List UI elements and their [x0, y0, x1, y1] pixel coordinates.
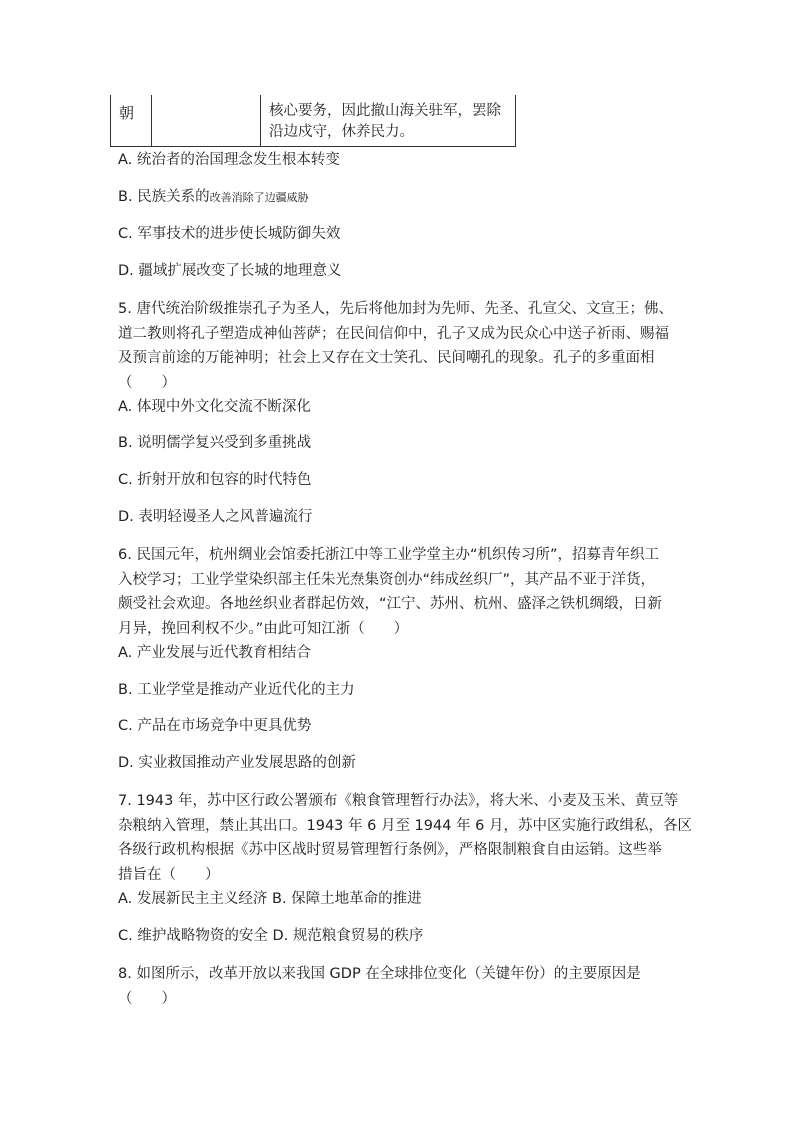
q6-stem-line: 入校学习；工业学堂染织部主任朱光焘集资创办“纬成丝织厂”，其产品不亚于洋货，: [118, 571, 656, 588]
q5-stem-line: 5. 唐代统治阶级推崇孔子为圣人，先后将他加封为先师、先圣、孔宣父、文宣王；佛、: [118, 301, 673, 317]
table-cell-empty: [152, 95, 261, 146]
q7-stem-line: 措旨在（ ）: [118, 866, 220, 883]
q5-option-b: B. 说明儒学复兴受到多重挑战: [118, 435, 312, 451]
q4-option-b: [118, 187, 309, 208]
q4-option-b-small: 改善消除了边疆威胁: [209, 191, 309, 204]
table-cell-text: 朝: [119, 104, 135, 122]
table-fragment: [110, 95, 516, 147]
q7-stem-line: 各级行政机构根据《苏中区战时贸易管理暂行条例》，严格限制粮食自由运销。这些举: [118, 842, 662, 858]
q8-stem: [118, 962, 683, 1011]
q4-option-b-main: B. 民族关系的: [118, 189, 210, 205]
q6-stem-line: 月异，挽回利权不少。”由此可知江浙（ ）: [118, 620, 409, 637]
q8-stem-line: 8. 如图所示，改革开放以来我国 GDP 在全球排位变化（关键年份）的主要原因是: [118, 966, 641, 982]
q5-option-a: A. 体现中外文化交流不断深化: [118, 399, 311, 415]
q4-option-a: A. 统治者的治国理念发生根本转变: [118, 152, 340, 168]
q7-stem: [118, 789, 693, 887]
q6-option-c: C. 产品在市场竞争中更具优势: [118, 718, 312, 734]
q5-stem-line: 及预言前途的万能神明；社会上又存在文士笑孔、民间嘲孔的现象。孔子的多重面相: [118, 350, 655, 366]
table-cell-description: [261, 95, 515, 146]
q4-option-d: D. 疆域扩展改变了长城的地理意义: [118, 263, 342, 279]
q6-stem-line: 6. 民国元年，杭州绸业会馆委托浙江中等工业学堂主办“机织传习所”，招募青年织工: [118, 547, 659, 563]
q6-option-a: A. 产业发展与近代教育相结合: [118, 645, 311, 661]
q7-stem-line: 杂粮纳入管理，禁止其出口。1943 年 6 月至 1944 年 6 月，苏中区实施行政缉私，各区: [118, 817, 693, 834]
q6-stem-line: 颇受社会欢迎。各地丝织业者群起仿效，“江宁、苏州、杭州、盛泽之铁机绸缎，日新: [118, 596, 663, 612]
q4-option-c: C. 军事技术的进步使长城防御失效: [118, 226, 341, 242]
table-cell-line: 核心要务，因此撤山海关驻军，罢除: [269, 103, 501, 119]
q5-stem-line: （ ）: [118, 374, 176, 391]
q5-stem-line: 道二教则将孔子塑造成神仙菩萨；在民间信仰中，孔子又成为民众心中送子祈雨、赐福: [118, 325, 669, 342]
q6-option-b: B. 工业学堂是推动产业近代化的主力: [118, 682, 355, 698]
q5-option-c: C. 折射开放和包容的时代特色: [118, 472, 312, 488]
table-cell-text-block: [269, 101, 501, 143]
q5-option-d: D. 表明轻谩圣人之风普遍流行: [118, 509, 313, 525]
q7-options-cd: C. 维护战略物资的安全 D. 规范粮食贸易的秩序: [118, 928, 424, 944]
q6-stem: [118, 543, 683, 641]
q5-stem: [118, 297, 683, 395]
q8-stem-line: （ ）: [118, 990, 176, 1007]
q7-options-ab: A. 发展新民主主义经济 B. 保障土地革命的推进: [118, 891, 422, 907]
q6-option-d: D. 实业救国推动产业发展思路的创新: [118, 755, 356, 771]
q7-stem-line: 7. 1943 年，苏中区行政公署颁布《粮食管理暂行办法》，将大米、小麦及玉米、黄豆等: [118, 793, 679, 809]
table-cell-line: 沿边戍守，休养民力。: [269, 124, 414, 140]
table-cell-dynasty: [111, 95, 152, 146]
